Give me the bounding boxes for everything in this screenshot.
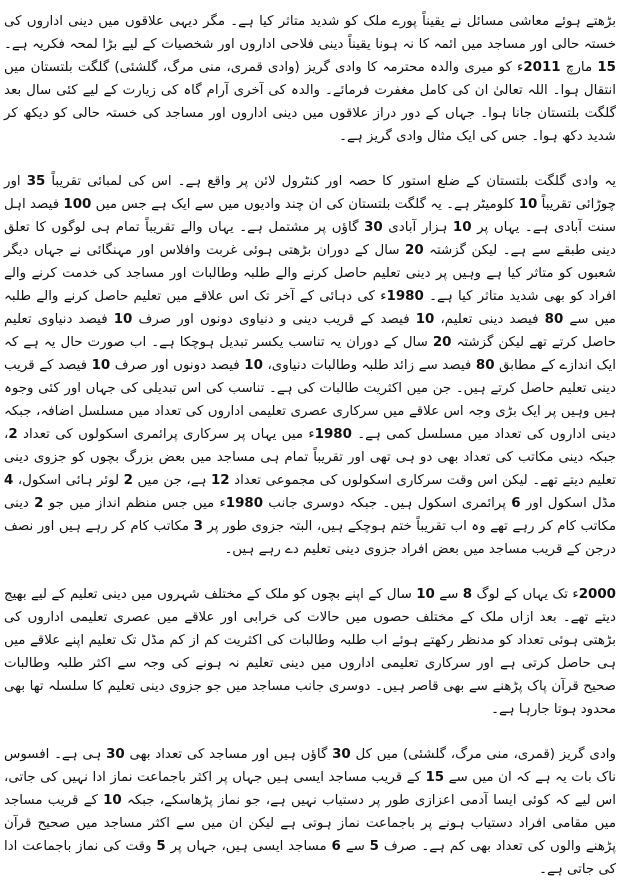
paragraph-education-shift: 2000ء تک یہاں کے لوگ 8 سے 10 سال کے اپنے بچوں کو ملک کے مختلف شہروں میں دینی تعلیم کے لیے بھیج دیتے تھے۔ بعد ازاں ملک کے مختلف حصوں میں حالات کی خرابی اور علاقے میں عصری تعلیمی اداروں کی بڑھتی ہوئی تعداد کو مدنظر رکھتے ہوئے اب طلبہ وطالبات کی اکثریت کم از کم مڈل تک تعلیم اپنے علاقے میں ہی حاصل کرتی ہے اور سرکاری تعلیمی اداروں میں دینی تعلیم نہ ہونے کی وجہ سے اکثر طلبہ وطالبات صحیح قرآن پاک پڑھنے سے بھی قاصر ہیں۔ دوسری جانب مساجد میں جو جزوی دینی تعلیم کا سلسلہ تھا بھی محدود ہوتا جارہا ہے۔ bbox=[4, 587, 616, 717]
paragraph-intro: بڑھتے ہوئے معاشی مسائل نے یقیناً پورے ملک کو شدید متاثر کیا ہے۔ مگر دیہی علاقوں میں دینی اداروں کی خستہ حالی اور مساجد میں ائمہ کا نہ ہونا یقیناً دینی فلاحی اداروں اور شخصیات کے لیے بڑا لمحہ فکریہ ہے۔ 15 مارچ 2011ء کو میری والدہ محترمہ کا وادی گریز (وادی قمری، منی مرگ، گلشئی) گلگت بلتستان میں انتقال ہوا۔ اللہ تعالیٰ ان کی کامل مغفرت فرمائے۔ والدہ کی آخری آرام گاہ کی زیارت کے لیے کئی سال بعد گلگت بلتستان جانا ہوا۔ جہاں کے دور دراز علاقوں میں دینی اداروں اور مساجد کی خستہ حالی کو دیکھ کر شدید دکھ ہوا۔ جس کی ایک مثال وادی گریز ہے۔ bbox=[4, 14, 616, 144]
paragraph-mosques: وادی گریز (قمری، منی مرگ، گلشئی) میں کل 30 گاؤں ہیں اور مساجد کی تعداد بھی 30 ہی ہے۔ افسوس ناک بات یہ ہے کہ ان میں سے 15 کے قریب مساجد ایسی ہیں جہاں پر اکثر باجماعت نماز ادا نہیں کی جاتی، اس لیے کہ کوئی ایسا آدمی اعزازی طور پر دستیاب نہیں ہے، جو نماز پڑھاسکے، جبکہ 10 کے قریب مساجد میں مقامی افراد دستیاب ہونے پر باجماعت نماز ہوتی ہے لیکن ان میں سے اکثر مساجد میں صحیح قرآن پڑھنے والوں کی تعداد بھی کم ہے۔ صرف 5 سے 6 مساجد ایسی ہیں، جہاں پر 5 وقت کی نماز باجماعت ادا کی جاتی ہے۔ bbox=[4, 747, 616, 877]
paragraph-valley-description: یہ وادی گلگت بلتستان کے ضلع استور کا حصہ اور کنٹرول لائن پر واقع ہے۔ اس کی لمبائی تقریباً 35 اور چوڑائی تقریباً 10 کلومیٹر ہے۔ یہ گلگت بلتستان کی ان چند وادیوں میں سے ایک ہے جس میں 100 فیصد اہل سنت آبادی ہے۔ یہاں پر 10 ہزار آبادی 30 گاؤں پر مشتمل ہے۔ یہاں والے تقریباً تمام ہی لوگوں کا تعلق دینی طبقے سے ہے۔ لیکن گزشتہ 20 سال کے دوران بڑھتی ہوئی غربت وافلاس اور مہنگائی نے جہاں دیگر شعبوں کو متاثر کیا ہے وہیں پر دینی تعلیم حاصل کرنے والے طلبہ وطالبات اور مساجد کی خدمت کرنے والے افراد کو بھی شدید متاثر کیا ہے۔ 1980ء کی دہائی کے آخر تک اس علاقے میں تعلیم حاصل کرنے والے طلبہ میں سے 80 فیصد دینی تعلیم، 10 فیصد کے قریب دینی و دنیاوی دونوں اور صرف 10 فیصد دنیاوی تعلیم حاصل کرتے تھے لیکن گزشتہ 20 سال کے دوران یہ تناسب یکسر تبدیل ہوچکا ہے۔ اب صورت حال یہ ہے کہ ایک اندازے کے مطابق 80 فیصد سے زائد طلبہ وطالبات دنیاوی، 10 فیصد دونوں اور صرف 10 فیصد کے قریب دینی تعلیم حاصل کرتے ہیں۔ جن میں اکثریت طالبات کی ہے۔ تناسب کی اس تبدیلی کی جہاں اور کئی وجوہ ہیں وہیں پر ایک بڑی وجہ اس علاقے میں سرکاری عصری تعلیمی اداروں کی تعداد میں مسلسل اضافہ، جبکہ دینی اداروں کی تعداد میں مسلسل کمی ہے۔ 1980ء میں یہاں پر سرکاری پرائمری اسکولوں کی تعداد 2، جبکہ دینی مکاتب کی تعداد بھی دو ہی تھی اور تقریباً تمام ہی مساجد میں بعض بزرگ بچوں کو جزوی دینی تعلیم دیتے تھے۔ لیکن اس وقت سرکاری اسکولوں کی مجموعی تعداد 12 ہے، جن میں 2 لوئر ہائی اسکول، 4 مڈل اسکول اور 6 پرائمری اسکول ہیں۔ جبکہ دوسری جانب 1980ء میں جس منظم انداز میں جو 2 دینی مکاتب کام کر رہے تھے وہ اب تقریباً ختم ہوچکے ہیں، البتہ جزوی طور پر 3 مکاتب کام کر رہے ہیں اور نصف درجن کے قریب مساجد میں بعض افراد جزوی دینی تعلیم دے رہے ہیں۔ bbox=[4, 174, 617, 557]
